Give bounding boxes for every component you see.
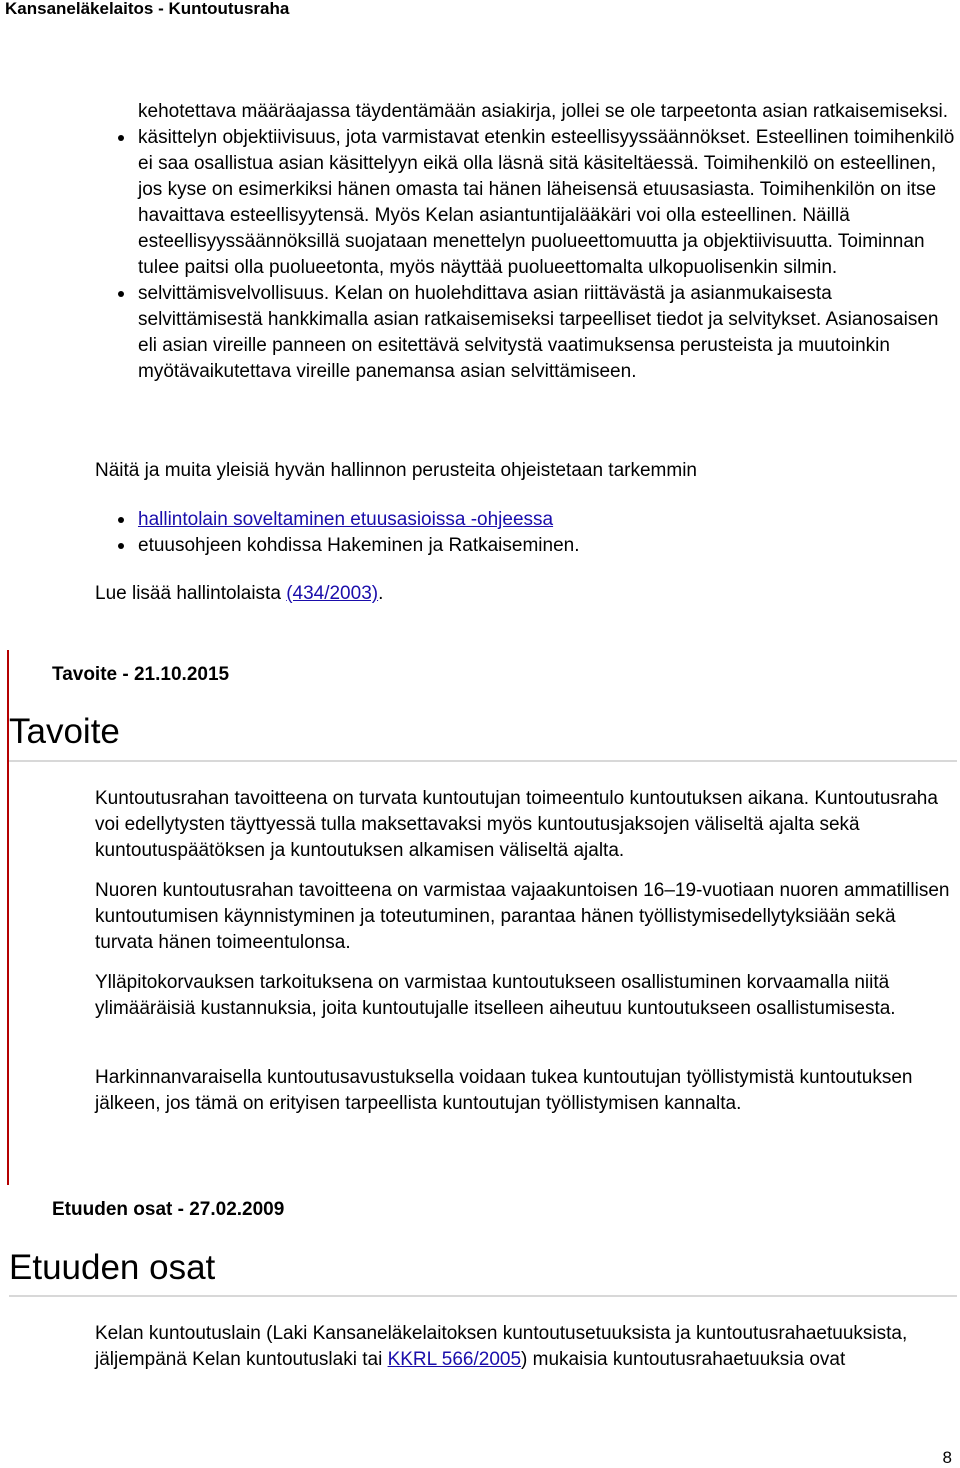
kkrl-law-link[interactable]: KKRL 566/2005 [387,1349,522,1370]
etuuden-osat-divider [9,1295,957,1297]
hallintolaki-law-link[interactable]: (434/2003) [286,583,379,604]
etuuden-osat-section-label: Etuuden osat - 27.02.2009 [52,1199,285,1220]
guidance-list [0,507,958,559]
page-number: 8 [942,1448,952,1467]
page-header-title: Kansaneläkelaitos - Kuntoutusraha [5,0,290,18]
tavoite-divider [9,760,957,762]
etuuden-osat-text-prefix: Kelan kuntoutuslain (Laki Kansaneläkelaitoksen kuntoutusetuuksista ja kuntoutusrahaetuuksista, jäljempänä Kelan kuntoutuslaki tai [95,1323,908,1370]
list-item-objectivity: käsittelyn objektiivisuus, jota varmistavat etenkin esteellisyyssäännökset. Esteellinen toimihenkilö ei saa osallistua asian käsittelyyn eikä olla läsnä sitä käsiteltäessä. Toimihenkilö on esteellinen, jos kyse on esimerkiksi hänen omasta tai hänen läheisensä etuusasiasta. Toimihenkilön on itse havaittava esteellisyytensä. Myös Kelan asiantuntijalääkäri voi olla esteellinen. Näillä esteellisyyssäännöksillä suojataan menettelyn puolueettomuutta ja objektiivisuutta. Toiminnan tulee paitsi olla puolueetonta, myös näyttää puolueettomalta ulkopuolisenkin silmin. [0,125,958,281]
etuuden-osat-paragraph [95,1321,955,1373]
guidance-intro: Näitä ja muita yleisiä hyvän hallinnon perusteita ohjeistetaan tarkemmin [95,460,697,481]
tavoite-paragraph-2: Nuoren kuntoutusrahan tavoitteena on varmistaa vajaakuntoisen 16–19-vuotiaan nuoren ammatillisen kuntoutumisen käynnistyminen ja toteutuminen, parantaa hänen työllistymisedellytyksiään sekä turvata hänen toimeentulonsa. [95,880,950,953]
etuuden-osat-text-suffix: ) mukaisia kuntoutusrahaetuuksia ovat [521,1349,846,1370]
list-item-investigation-duty: selvittämisvelvollisuus. Kelan on huolehdittava asian riittävästä ja asianmukaisesta selvittämisestä hankkimalla asian ratkaisemiseksi tarpeelliset tiedot ja selvitykset. Asianosaisen eli asian vireille panneen on esitettävä selvitystä vaatimuksensa perusteista ja muutoinkin myötävaikutettava vireille panemansa asian selvittämiseen. [0,281,958,385]
etuuden-osat-heading: Etuuden osat [9,1248,216,1287]
tavoite-paragraph-1: Kuntoutusrahan tavoitteena on turvata kuntoutujan toimeentulo kuntoutuksen aikana. Kuntoutusraha voi edellytysten täyttyessä tulla maksettavaksi myös kuntoutusjaksojen väliseltä ajalta sekä kuntoutuspäätöksen ja kuntoutuksen alkamisen väliseltä ajalta. [95,788,938,861]
hallintolaki-guide-link[interactable]: hallintolain soveltaminen etuusasioissa -ohjeessa [138,509,554,530]
read-more-prefix: Lue lisää hallintolaista [95,583,287,604]
read-more-suffix: . [378,583,384,604]
tavoite-paragraph-3: Ylläpitokorvauksen tarkoituksena on varmistaa kuntoutukseen osallistuminen korvaamalla niitä ylimääräisiä kustannuksia, joita kuntoutujalle itselleen aiheutuu kuntoutukseen osallistumisesta. [95,972,896,1019]
tavoite-section-label: Tavoite - 21.10.2015 [52,664,230,685]
list-item-guidance-link [0,507,958,533]
list-item-guidance-sections: etuusohjeen kohdissa Hakeminen ja Ratkaiseminen. [0,533,958,559]
list-item-continuation: kehotettava määräajassa täydentämään asiakirja, jollei se ole tarpeetonta asian ratkaisemiseksi. [138,101,949,122]
tavoite-heading: Tavoite [9,712,120,751]
read-more-paragraph [95,581,955,607]
tavoite-paragraph-4: Harkinnanvaraisella kuntoutusavustuksella voidaan tukea kuntoutujan työllistymistä kuntoutuksen jälkeen, jos tämä on erityisen tarpeellista kuntoutujan työllistymisen kannalta. [95,1067,913,1114]
criteria-list [0,99,958,385]
